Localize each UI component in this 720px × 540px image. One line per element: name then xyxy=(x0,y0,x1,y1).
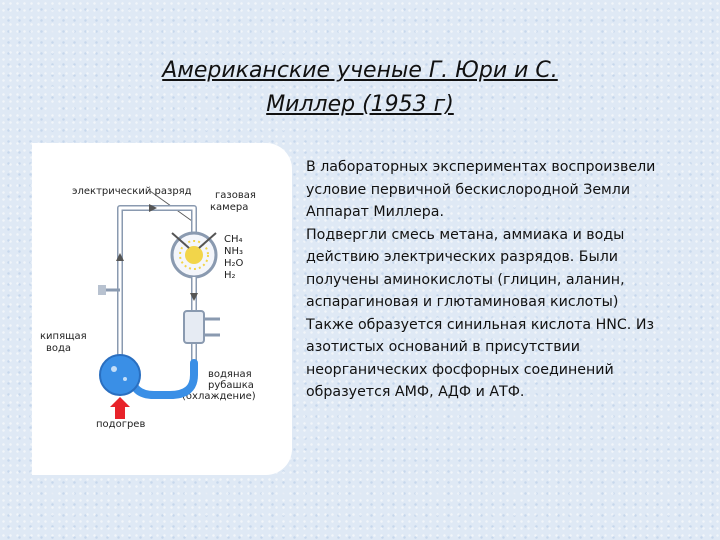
label-boiling-water-1: кипящая xyxy=(40,331,87,342)
label-gas-h2o: H₂O xyxy=(224,258,244,269)
glass-tube-inner xyxy=(120,208,194,358)
label-gas-h2: H₂ xyxy=(224,270,236,281)
bubble-2 xyxy=(123,377,127,381)
heat-arrow-icon xyxy=(110,397,130,407)
label-gas-ch4: CH₄ xyxy=(224,234,243,245)
slide-text xyxy=(306,156,666,404)
label-heating: подогрев xyxy=(96,419,146,430)
slide-title xyxy=(90,54,630,122)
paragraph-1: В лабораторных экспериментах воспроизвели условие первичной бескислородной Земли xyxy=(306,159,656,198)
glass-tube xyxy=(120,208,194,358)
label-cooling-1: водяная xyxy=(208,369,252,380)
label-cooling-2: рубашка xyxy=(208,380,254,391)
label-boiling-water-2: вода xyxy=(46,343,72,354)
title-line-1: Американские ученые Г. Юри и С. xyxy=(162,58,558,83)
bubble-1 xyxy=(111,366,117,372)
paragraph-2: Аппарат Миллера. xyxy=(306,204,444,220)
paragraph-4: Также образуется синильная кислота HNC. Из азотистых оснований в присутствии неорганических фосфорных соединений образуется АМФ, АДФ и АТФ. xyxy=(306,316,654,400)
label-cooling-3: (охлаждение) xyxy=(182,391,256,402)
paragraph-3: Подвергли смесь метана, аммиака и воды действию электрических разрядов. Были получены аминокислоты (глицин, аланин, аспарагиновая и глютаминовая кислоты) xyxy=(306,226,625,310)
spark-icon xyxy=(185,246,203,264)
title-line-2: Миллер (1953 г) xyxy=(266,92,454,117)
apparatus-svg xyxy=(32,143,292,475)
cooling-jacket xyxy=(184,311,204,343)
label-electrodes: электрический разряд xyxy=(72,186,192,197)
label-chamber-1: газовая xyxy=(215,190,256,201)
label-chamber-2: камера xyxy=(210,202,249,213)
label-gas-nh3: NH₃ xyxy=(224,246,244,257)
boiling-flask xyxy=(100,355,140,395)
miller-apparatus-diagram xyxy=(32,143,292,475)
heat-arrow-shaft xyxy=(115,405,125,419)
water-trap xyxy=(132,363,194,395)
valve-icon xyxy=(98,285,106,295)
